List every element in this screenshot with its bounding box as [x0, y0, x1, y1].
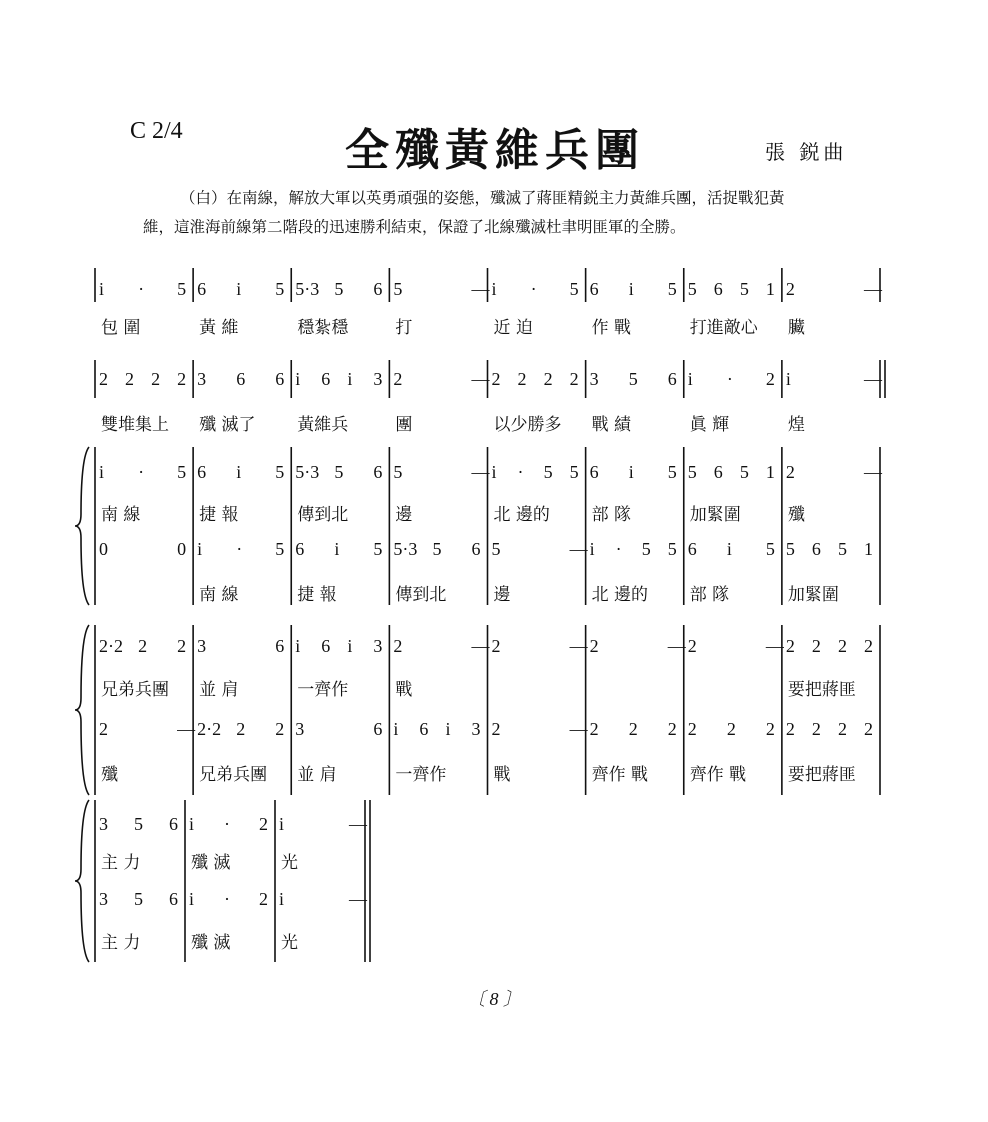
note: 2 — [99, 369, 108, 389]
note: 6 — [667, 369, 677, 389]
note: 6 — [275, 636, 285, 656]
note: 3 — [99, 814, 108, 834]
lyric: 主 力 — [101, 933, 141, 953]
note: i — [236, 279, 242, 299]
note: 5 — [275, 462, 285, 482]
lyric: 打 — [395, 318, 413, 338]
note: — — [765, 636, 784, 656]
lyric: 包 圍 — [101, 318, 141, 338]
note: 2 — [628, 719, 638, 739]
note: 2 — [837, 719, 847, 739]
lyric: 邊 — [493, 585, 511, 605]
lyric: 傳到北 — [297, 505, 349, 525]
note: 2 — [259, 889, 268, 909]
note: i — [279, 889, 285, 909]
note: 2 — [151, 369, 161, 389]
note: 6 — [811, 539, 821, 559]
note: 0 — [177, 539, 187, 559]
note: i — [347, 369, 353, 389]
note: — — [349, 889, 367, 909]
note: 1 — [864, 539, 873, 559]
note: i — [99, 279, 105, 299]
lyric: 團 — [395, 415, 413, 435]
lyric: 北 邊的 — [591, 585, 649, 605]
note: — — [177, 719, 196, 739]
note: 3 — [295, 719, 305, 739]
lyric: 眞 輝 — [689, 415, 730, 435]
note: 6 — [169, 814, 178, 834]
note: 6 — [687, 539, 697, 559]
lyric: 黃 維 — [199, 318, 239, 338]
lyric: 臟 — [787, 318, 805, 338]
note: i — [347, 636, 353, 656]
note: 6 — [373, 279, 383, 299]
lyric: 雙堆集上 — [101, 415, 169, 435]
note: i — [589, 539, 595, 559]
note: 5·3 — [393, 539, 418, 559]
note: 2 — [177, 636, 187, 656]
note: 2 — [765, 719, 775, 739]
note: 5 — [667, 279, 677, 299]
note: · — [530, 279, 537, 299]
note: 2 — [393, 636, 403, 656]
lyric: 作 戰 — [591, 318, 632, 338]
lyric: 要把蔣匪 — [787, 680, 856, 700]
note: 2 — [275, 719, 285, 739]
note: — — [471, 279, 490, 299]
note: 2 — [491, 369, 501, 389]
note: 5 — [134, 889, 143, 909]
note: 1 — [765, 462, 775, 482]
lyric: 部 隊 — [689, 585, 730, 605]
note: i — [197, 539, 203, 559]
lyric: 傳到北 — [395, 585, 447, 605]
note: 5 — [739, 279, 749, 299]
lyric: 齊作 戰 — [591, 765, 649, 785]
note: — — [569, 719, 588, 739]
lyric: 加緊圍 — [689, 505, 741, 525]
note: 0 — [99, 539, 108, 559]
note: — — [667, 636, 686, 656]
note: 1 — [765, 279, 775, 299]
lyric: 以少勝多 — [493, 415, 562, 435]
note: 6 — [713, 462, 723, 482]
note: 2 — [864, 636, 873, 656]
note: 5·3 — [295, 462, 320, 482]
note: 5 — [667, 539, 677, 559]
lyric: 主 力 — [101, 853, 141, 873]
note: 2 — [785, 279, 795, 299]
key-signature: C 2/4 — [130, 118, 183, 144]
song-title: 全殲黃維兵團 — [345, 125, 645, 176]
composer-credit: 張 鋭曲 — [765, 140, 848, 164]
note: 5 — [393, 279, 403, 299]
note: 3 — [373, 369, 383, 389]
note: 3 — [471, 719, 481, 739]
note: 2·2 — [99, 636, 123, 656]
note: i — [279, 814, 285, 834]
note: 3 — [373, 636, 383, 656]
note: 2 — [569, 369, 579, 389]
note: — — [569, 636, 588, 656]
note: 5 — [569, 279, 579, 299]
note: 6 — [197, 279, 207, 299]
note: 5 — [641, 539, 651, 559]
note: 2 — [785, 636, 795, 656]
lyric: 捷 報 — [199, 505, 239, 525]
note: 6 — [713, 279, 723, 299]
note: i — [189, 814, 195, 834]
note: 5 — [177, 279, 187, 299]
note: 6 — [321, 369, 331, 389]
note: 5 — [739, 462, 749, 482]
lyric: 近 迫 — [493, 318, 533, 338]
note: i — [785, 369, 791, 389]
note: 5 — [837, 539, 847, 559]
lyric: 光 — [281, 933, 298, 953]
note: 6 — [419, 719, 429, 739]
lyric: 加緊圍 — [787, 585, 839, 605]
note: 6 — [471, 539, 481, 559]
note: 2 — [765, 369, 775, 389]
note: 6 — [169, 889, 178, 909]
lyric: 戰 — [493, 765, 511, 785]
note: 6 — [197, 462, 207, 482]
note: 5 — [275, 539, 285, 559]
system-brace — [75, 625, 89, 795]
note: — — [864, 462, 882, 482]
note: 5 — [491, 539, 501, 559]
note: 6 — [589, 279, 599, 299]
note: 2 — [687, 636, 697, 656]
lyric: 殲 滅 — [191, 933, 231, 953]
lyric: 煌 — [787, 415, 805, 435]
note: 5 — [628, 369, 638, 389]
note: 6 — [373, 462, 383, 482]
note: 2 — [99, 719, 108, 739]
note: 2 — [811, 636, 821, 656]
note: 5 — [373, 539, 383, 559]
note: 6 — [275, 369, 285, 389]
note: 5 — [543, 462, 553, 482]
note: — — [471, 462, 490, 482]
note: i — [334, 539, 340, 559]
note: — — [864, 279, 882, 299]
note: 2 — [589, 719, 599, 739]
note: 2 — [177, 369, 187, 389]
note: i — [687, 369, 693, 389]
lyric: 殲 滅了 — [199, 415, 256, 435]
note: 2 — [726, 719, 736, 739]
note: 5 — [393, 462, 403, 482]
note: 2 — [811, 719, 821, 739]
note: 5 — [334, 279, 344, 299]
note: i — [726, 539, 732, 559]
note: 5 — [177, 462, 187, 482]
note: 5 — [785, 539, 795, 559]
note: 2 — [125, 369, 135, 389]
note: i — [189, 889, 195, 909]
note: i — [236, 462, 242, 482]
note: 2 — [138, 636, 148, 656]
note: 2·2 — [197, 719, 222, 739]
note: 2 — [236, 719, 246, 739]
note: — — [864, 369, 882, 389]
note: 2 — [785, 719, 795, 739]
lyric: 穩紮穩 — [297, 318, 349, 338]
system-brace — [75, 447, 89, 605]
lyric: 齊作 戰 — [689, 765, 747, 785]
note: · — [615, 539, 622, 559]
lyric: 戰 — [395, 680, 413, 700]
note: i — [628, 462, 634, 482]
note: 2 — [687, 719, 697, 739]
lyric: 一齊作 — [395, 765, 447, 785]
note: 5·3 — [295, 279, 320, 299]
lyric: 殲 — [101, 765, 118, 785]
note: 2 — [785, 462, 795, 482]
lyric: 並 肩 — [297, 765, 337, 785]
note: 5 — [667, 462, 677, 482]
narration-line-2: 維，這淮海前線第二階段的迅速勝利結束，保證了北線殲滅杜聿明匪軍的全勝。 — [143, 218, 686, 236]
lyric: 並 肩 — [199, 680, 239, 700]
note: i — [445, 719, 451, 739]
note: 5 — [687, 462, 697, 482]
note: 6 — [589, 462, 599, 482]
note: 2 — [837, 636, 847, 656]
note: — — [569, 539, 588, 559]
note: · — [726, 369, 733, 389]
note: i — [99, 462, 105, 482]
lyric: 邊 — [395, 505, 413, 525]
lyric: 兄弟兵團 — [101, 680, 169, 700]
note: — — [471, 636, 490, 656]
note: 3 — [197, 369, 207, 389]
note: 5 — [765, 539, 775, 559]
lyric: 捷 報 — [297, 585, 337, 605]
lyric: 殲 滅 — [191, 853, 231, 873]
note: · — [138, 279, 145, 299]
lyric: 部 隊 — [591, 505, 632, 525]
note: · — [517, 462, 524, 482]
system-brace — [75, 800, 89, 962]
note: i — [491, 279, 497, 299]
note: 6 — [236, 369, 246, 389]
note: i — [628, 279, 634, 299]
lyric: 殲 — [787, 505, 805, 525]
note: · — [236, 539, 243, 559]
note: — — [349, 814, 367, 834]
note: 3 — [99, 889, 108, 909]
lyric: 南 線 — [101, 505, 141, 525]
note: · — [138, 462, 145, 482]
note: 2 — [667, 719, 677, 739]
lyric: 兄弟兵團 — [199, 765, 268, 785]
lyric: 南 線 — [199, 585, 239, 605]
note: i — [295, 369, 301, 389]
lyric: 打進敵心 — [689, 318, 758, 338]
note: 2 — [259, 814, 268, 834]
note: i — [491, 462, 497, 482]
note: i — [393, 719, 399, 739]
narration-line-1: （白）在南線，解放大軍以英勇頑强的姿態，殲滅了蔣匪精鋭主力黃維兵團，活捉戰犯黃 — [180, 189, 785, 207]
note: 5 — [432, 539, 442, 559]
note: — — [471, 369, 490, 389]
lyric: 黃維兵 — [297, 415, 349, 435]
note: 2 — [491, 636, 501, 656]
note: 5 — [687, 279, 697, 299]
note: · — [224, 814, 230, 834]
note: 2 — [491, 719, 501, 739]
note: 6 — [373, 719, 383, 739]
lyric: 光 — [281, 853, 298, 873]
lyric: 要把蔣匪 — [787, 765, 856, 785]
note: 3 — [589, 369, 599, 389]
note: i — [295, 636, 301, 656]
note: 5 — [334, 462, 344, 482]
lyric: 戰 績 — [591, 415, 632, 435]
note: 5 — [569, 462, 579, 482]
note: 3 — [197, 636, 207, 656]
note: 6 — [295, 539, 305, 559]
note: 5 — [275, 279, 285, 299]
note: 6 — [321, 636, 331, 656]
lyric: 一齊作 — [297, 680, 349, 700]
note: 2 — [589, 636, 599, 656]
note: 2 — [543, 369, 553, 389]
note: 2 — [864, 719, 873, 739]
note: · — [224, 889, 230, 909]
note: 5 — [134, 814, 143, 834]
lyric: 北 邊的 — [493, 505, 550, 525]
note: 2 — [393, 369, 403, 389]
note: 2 — [517, 369, 527, 389]
page-number: 〔 8 〕 — [467, 989, 521, 1009]
